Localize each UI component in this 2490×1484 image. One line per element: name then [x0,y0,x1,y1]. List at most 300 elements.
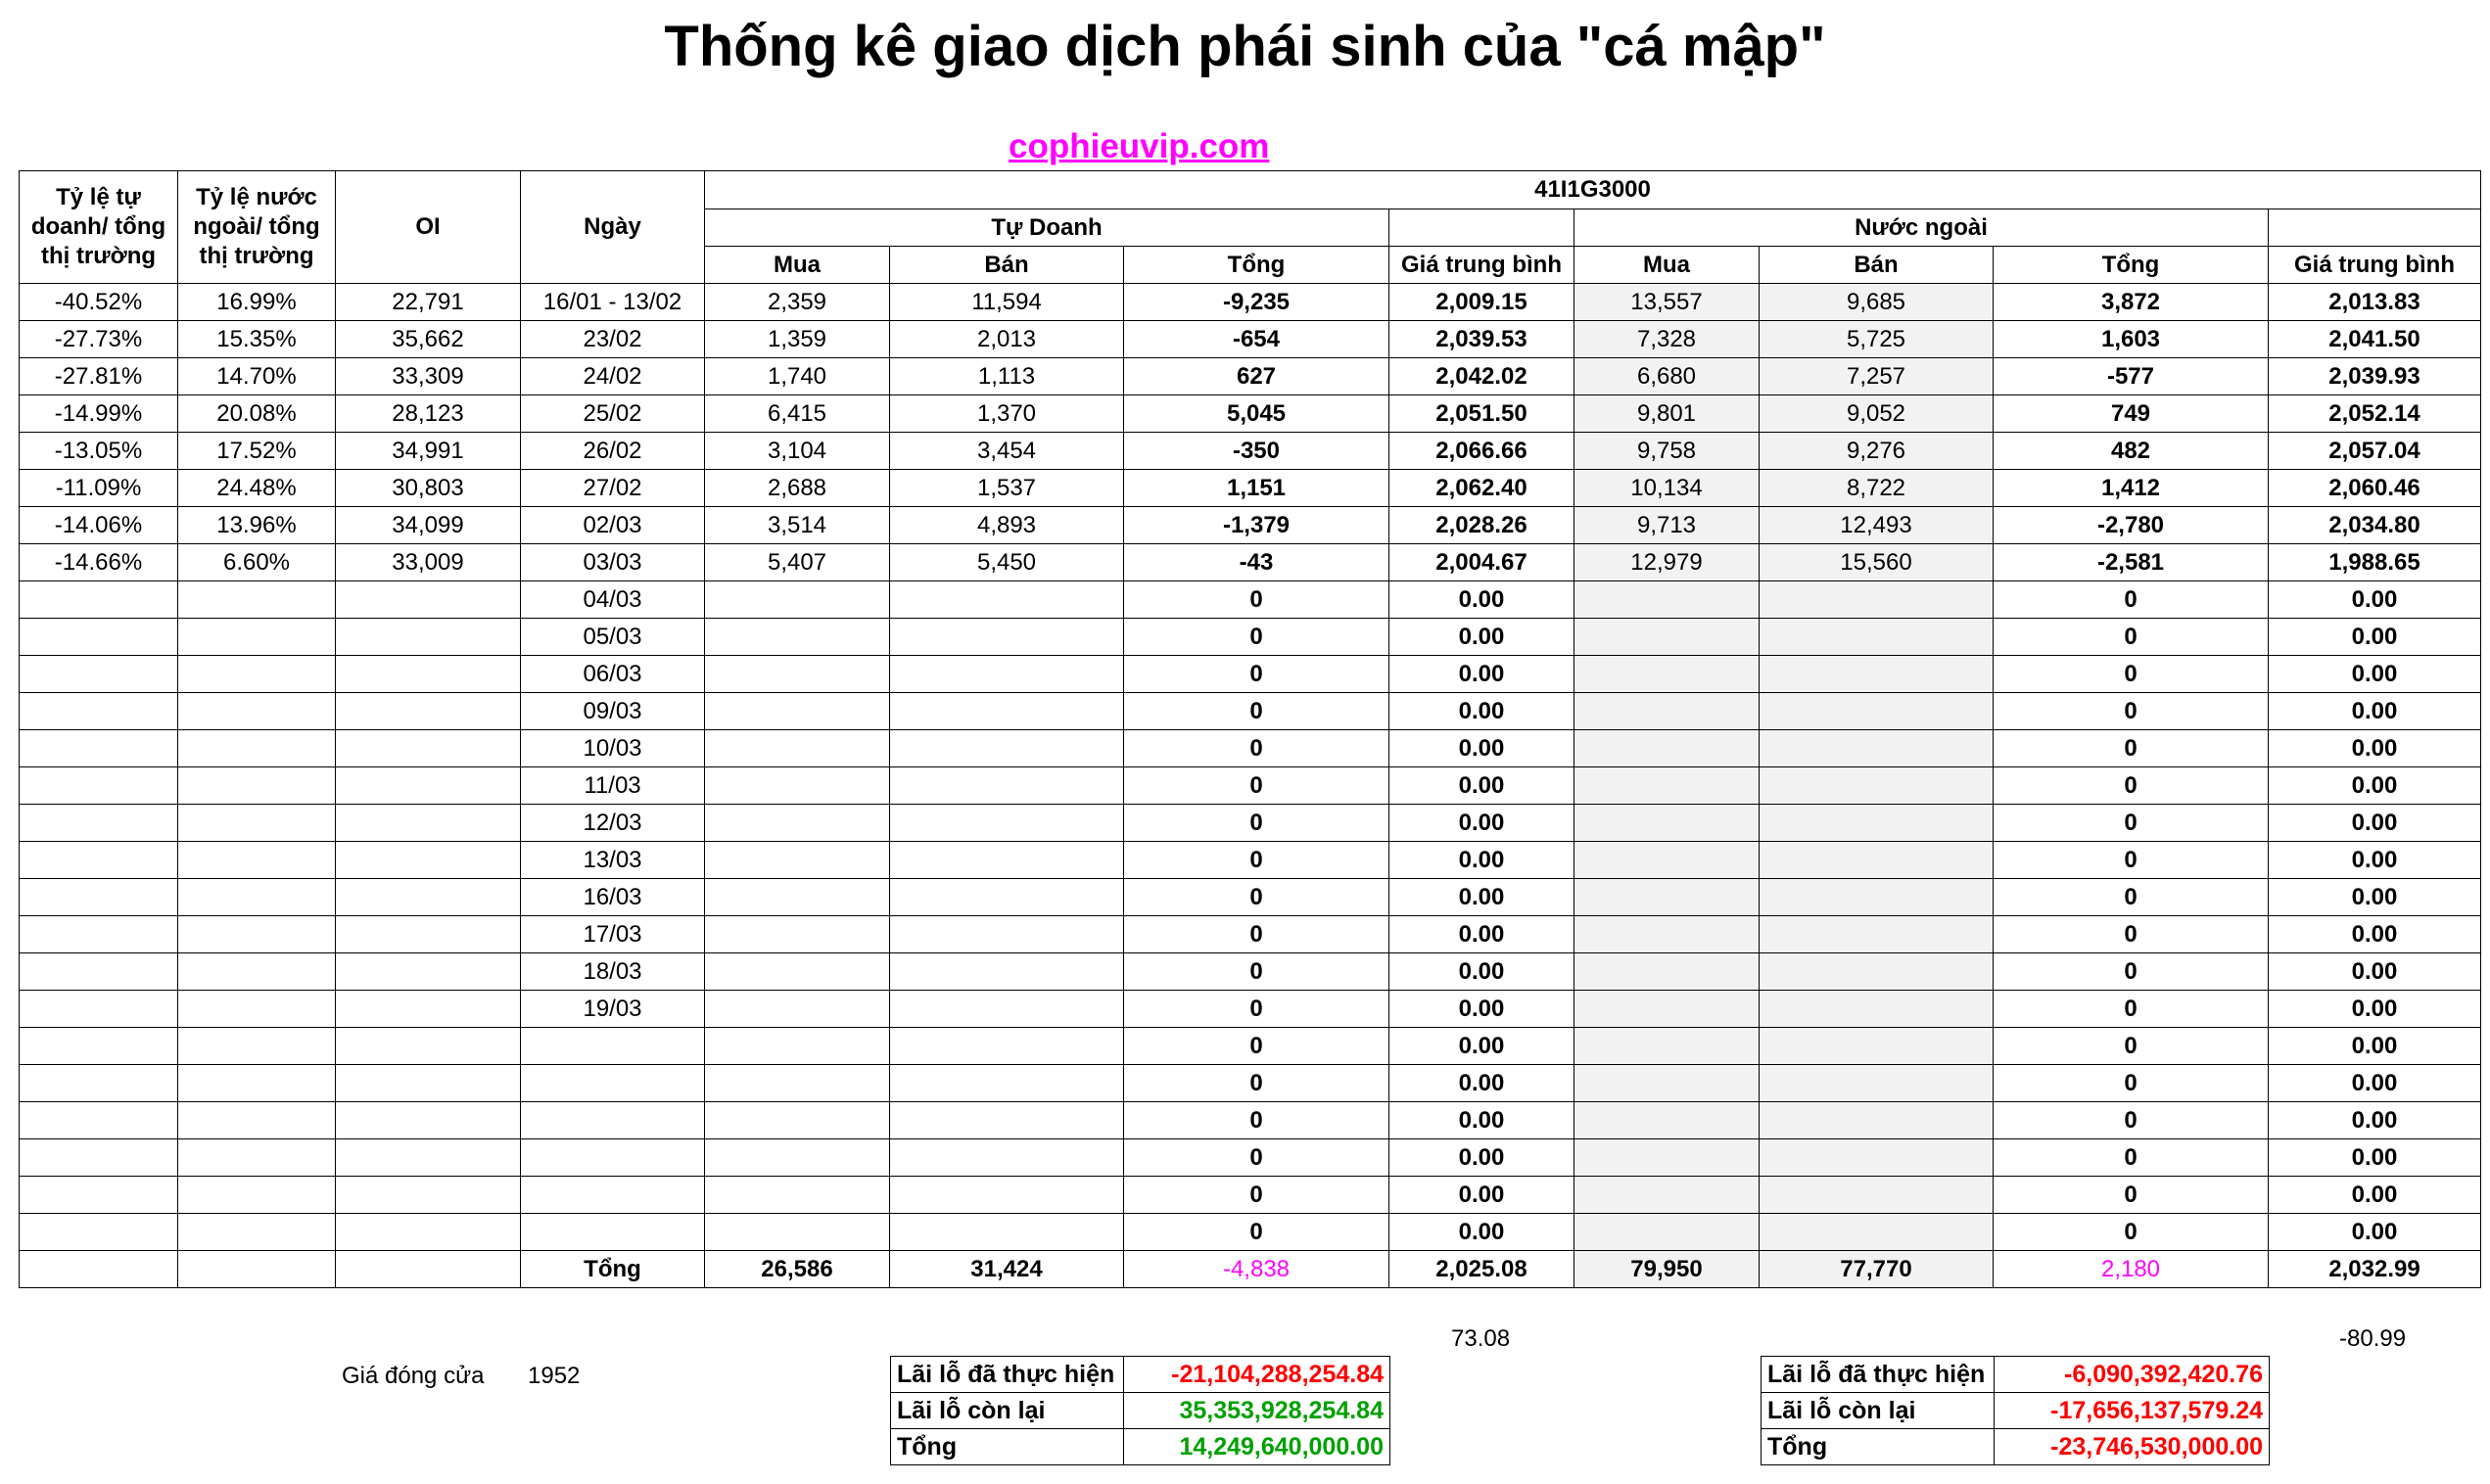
cell-oi [336,1102,521,1139]
cell-td-tong: 0 [1124,1139,1389,1177]
cell-tl-td [20,1139,178,1177]
total-td-ban: 31,424 [890,1251,1124,1288]
cell-nn-tong: 0 [1994,1177,2269,1214]
cell-ngay [521,1102,705,1139]
cell-nn-mua [1574,1139,1760,1177]
cell-td-mua: 1,359 [705,321,890,358]
cell-td-ban [890,1028,1124,1065]
page-title: Thống kê giao dịch phái sinh của "cá mập" [664,15,1826,78]
cell-td-mua [705,656,890,693]
cell-nn-mua: 7,328 [1574,321,1760,358]
header-tu-doanh: Tự Doanh [705,209,1389,247]
header-nn-tong: Tổng [1994,247,2269,284]
table-row [20,879,2481,916]
cell-td-ban: 4,893 [890,507,1124,544]
cell-tl-td: -13.05% [20,433,178,470]
cell-nn-tong: 0 [1994,1139,2269,1177]
pl-row [891,1393,1390,1429]
cell-td-ban: 5,450 [890,544,1124,581]
cell-tl-td: -11.09% [20,470,178,507]
cell-td-gia: 0.00 [1389,1028,1574,1065]
pl-value: -17,656,137,579.24 [1995,1393,2270,1429]
cell-oi: 34,099 [336,507,521,544]
cell-td-tong: 0 [1124,1214,1389,1251]
cell-tl-nn: 20.08% [178,395,336,433]
total-nn-mua: 79,950 [1574,1251,1760,1288]
cell-oi [336,730,521,767]
cell-td-tong: 0 [1124,730,1389,767]
cell-tl-nn [178,805,336,842]
table-row [20,433,2481,470]
cell-td-ban [890,991,1124,1028]
cell-tl-nn [178,916,336,953]
cell-nn-mua: 9,758 [1574,433,1760,470]
cell-nn-ban: 8,722 [1760,470,1994,507]
cell-nn-ban [1760,656,1994,693]
cell-td-tong: 627 [1124,358,1389,395]
cell-td-gia: 2,039.53 [1389,321,1574,358]
cell-td-mua [705,991,890,1028]
cell-nn-gia: 0.00 [2269,730,2481,767]
cell-nn-mua [1574,693,1760,730]
cell-td-gia: 2,042.02 [1389,358,1574,395]
header-oi: OI [336,171,521,284]
cell-nn-ban [1760,767,1994,805]
cell-nn-tong: 0 [1994,619,2269,656]
cell-td-ban [890,1102,1124,1139]
table-row [20,395,2481,433]
cell-td-ban [890,1214,1124,1251]
cell-td-gia: 0.00 [1389,953,1574,991]
cell-nn-ban [1760,693,1994,730]
cell-nn-gia: 2,041.50 [2269,321,2481,358]
cell-tl-nn: 16.99% [178,284,336,321]
table-row [20,470,2481,507]
cell-ngay: 24/02 [521,358,705,395]
pl-label: Tổng [891,1429,1124,1465]
cell-td-mua [705,1065,890,1102]
cell-tl-nn [178,693,336,730]
cell-nn-tong: 749 [1994,395,2269,433]
closing-label: Giá đóng cửa [342,1363,485,1389]
cell-td-gia: 0.00 [1389,879,1574,916]
cell-td-gia: 0.00 [1389,1102,1574,1139]
cell-tl-nn: 17.52% [178,433,336,470]
cell-ngay [521,1028,705,1065]
cell-td-tong: 0 [1124,1102,1389,1139]
cell-nn-tong: 3,872 [1994,284,2269,321]
cell-ngay [521,1177,705,1214]
table-row [20,953,2481,991]
cell-ngay: 19/03 [521,991,705,1028]
header-td-mua: Mua [705,247,890,284]
cell-nn-tong: 0 [1994,656,2269,693]
cell-td-ban: 1,537 [890,470,1124,507]
cell-td-mua: 2,359 [705,284,890,321]
header-ngay: Ngày [521,171,705,284]
cell-ngay: 18/03 [521,953,705,991]
table-row [20,507,2481,544]
cell-tl-nn [178,1177,336,1214]
cell-td-gia: 0.00 [1389,805,1574,842]
cell-tl-td: -27.81% [20,358,178,395]
cell-nn-tong: 0 [1994,1214,2269,1251]
cell-nn-ban: 9,685 [1760,284,1994,321]
cell-td-ban [890,805,1124,842]
cell-oi [336,842,521,879]
cell-nn-mua [1574,916,1760,953]
total-label: Tổng [521,1251,705,1288]
cell-td-mua [705,730,890,767]
cell-nn-gia: 2,013.83 [2269,284,2481,321]
cell-td-tong: -43 [1124,544,1389,581]
cell-td-ban [890,656,1124,693]
cell-nn-ban [1760,1214,1994,1251]
cell-nn-ban [1760,842,1994,879]
cell-tl-td [20,1102,178,1139]
cell-td-ban: 3,454 [890,433,1124,470]
cell-td-tong: 0 [1124,953,1389,991]
table-row [20,730,2481,767]
cell-nn-tong: 0 [1994,991,2269,1028]
cell-oi: 33,009 [336,544,521,581]
cell-tl-td: -14.99% [20,395,178,433]
cell-td-ban [890,767,1124,805]
cell-td-tong: 0 [1124,991,1389,1028]
cell-nn-tong: 0 [1994,879,2269,916]
cell-td-gia: 2,062.40 [1389,470,1574,507]
table-row [20,544,2481,581]
pl-value: 35,353,928,254.84 [1124,1393,1390,1429]
cell-tl-td [20,916,178,953]
cell-nn-tong: 1,412 [1994,470,2269,507]
cell-tl-td: -14.66% [20,544,178,581]
derivatives-table [19,170,2481,1288]
header-td-gia: Giá trung bình [1389,247,1574,284]
cell-nn-gia: 0.00 [2269,953,2481,991]
total-nn-ban: 77,770 [1760,1251,1994,1288]
table-row [20,991,2481,1028]
cell-nn-tong: -577 [1994,358,2269,395]
cell-nn-tong: 482 [1994,433,2269,470]
cell-ngay: 04/03 [521,581,705,619]
cell-tl-nn: 24.48% [178,470,336,507]
pl-table-tu-doanh [890,1356,1390,1465]
table-row [20,581,2481,619]
total-td-tong: -4,838 [1124,1251,1389,1288]
cell-td-tong: -9,235 [1124,284,1389,321]
cell-tl-td: -27.73% [20,321,178,358]
cell-tl-nn: 14.70% [178,358,336,395]
cell-td-gia: 0.00 [1389,656,1574,693]
cell-ngay: 26/02 [521,433,705,470]
cell-tl-nn [178,1214,336,1251]
cell-nn-ban [1760,805,1994,842]
cell-nn-gia: 0.00 [2269,805,2481,842]
cell-nn-ban: 5,725 [1760,321,1994,358]
cell-ngay [521,1214,705,1251]
cell-nn-mua [1574,1214,1760,1251]
table-row [20,1139,2481,1177]
cell-nn-gia: 0.00 [2269,842,2481,879]
cell-td-tong: 0 [1124,1028,1389,1065]
pl-row [1762,1429,2270,1465]
pl-value: -23,746,530,000.00 [1995,1429,2270,1465]
table-row [20,321,2481,358]
header-td-tong: Tổng [1124,247,1389,284]
cell-td-tong: 0 [1124,842,1389,879]
cell-tl-td: -40.52% [20,284,178,321]
cell-tl-nn [178,1139,336,1177]
cell-tl-nn [178,842,336,879]
cell-td-ban [890,1139,1124,1177]
cell-nn-gia: 0.00 [2269,1102,2481,1139]
cell-nn-gia: 0.00 [2269,1177,2481,1214]
cell-td-mua [705,1214,890,1251]
cell-nn-tong: -2,581 [1994,544,2269,581]
cell-nn-gia: 0.00 [2269,1139,2481,1177]
cell-oi [336,1028,521,1065]
cell-nn-tong: 0 [1994,693,2269,730]
cell-tl-td [20,1177,178,1214]
cell-td-tong: 0 [1124,805,1389,842]
cell-tl-td [20,991,178,1028]
cell-td-gia: 0.00 [1389,767,1574,805]
cell-td-ban [890,1177,1124,1214]
cell-nn-tong: 1,603 [1994,321,2269,358]
closing-value: 1952 [528,1363,581,1389]
table-row [20,916,2481,953]
cell-td-ban: 11,594 [890,284,1124,321]
cell-ngay: 03/03 [521,544,705,581]
cell-nn-ban [1760,730,1994,767]
cell-nn-mua [1574,1028,1760,1065]
cell-tl-td [20,693,178,730]
cell-ngay: 05/03 [521,619,705,656]
cell-oi: 34,991 [336,433,521,470]
cell-nn-gia: 2,034.80 [2269,507,2481,544]
cell-nn-mua [1574,991,1760,1028]
cell-nn-mua [1574,842,1760,879]
cell-nn-tong: 0 [1994,1028,2269,1065]
cell-tl-td [20,1214,178,1251]
total-nn-gia: 2,032.99 [2269,1251,2481,1288]
cell-ngay: 06/03 [521,656,705,693]
cell-nn-tong: -2,780 [1994,507,2269,544]
cell-td-ban [890,693,1124,730]
cell-td-gia: 0.00 [1389,1065,1574,1102]
cell-oi [336,693,521,730]
cell-td-tong: 0 [1124,916,1389,953]
cell-nn-gia: 0.00 [2269,767,2481,805]
cell-oi [336,1139,521,1177]
cell-td-mua: 2,688 [705,470,890,507]
cell-td-ban [890,730,1124,767]
cell-nn-gia: 0.00 [2269,656,2481,693]
cell-nn-ban: 7,257 [1760,358,1994,395]
cell-td-tong: 0 [1124,656,1389,693]
pl-row [891,1429,1390,1465]
cell-td-mua [705,953,890,991]
cell-td-gia: 0.00 [1389,1214,1574,1251]
cell-td-gia: 2,004.67 [1389,544,1574,581]
cell-ngay: 13/03 [521,842,705,879]
cell-td-gia: 0.00 [1389,991,1574,1028]
cell-nn-gia: 0.00 [2269,1065,2481,1102]
header-nn-mua: Mua [1574,247,1760,284]
pl-label: Lãi lỗ còn lại [1762,1393,1995,1429]
cell-ngay: 09/03 [521,693,705,730]
cell-td-tong: 0 [1124,581,1389,619]
cell-oi [336,991,521,1028]
cell-ngay: 10/03 [521,730,705,767]
pl-value: 14,249,640,000.00 [1124,1429,1390,1465]
cell-nn-tong: 0 [1994,842,2269,879]
cell-td-tong: 0 [1124,879,1389,916]
cell-td-gia: 0.00 [1389,1139,1574,1177]
table-row [20,767,2481,805]
cell-nn-gia: 0.00 [2269,1214,2481,1251]
pl-value: -21,104,288,254.84 [1124,1357,1390,1393]
pl-row [1762,1357,2270,1393]
cell-ngay: 16/03 [521,879,705,916]
cell-tl-nn [178,767,336,805]
header-nn-gia: Giá trung bình [2269,247,2481,284]
cell-oi [336,619,521,656]
cell-td-mua [705,805,890,842]
table-row [20,1065,2481,1102]
cell-nn-ban [1760,916,1994,953]
cell-td-gia: 0.00 [1389,619,1574,656]
table-row [20,656,2481,693]
table-row [20,693,2481,730]
cell-nn-ban [1760,1065,1994,1102]
cell-nn-mua [1574,1177,1760,1214]
cell-nn-tong: 0 [1994,730,2269,767]
cell-tl-nn [178,1102,336,1139]
cell-nn-mua [1574,619,1760,656]
header-contract: 41I1G3000 [705,171,2481,209]
cell-nn-mua [1574,1102,1760,1139]
table-body [20,284,2481,1251]
cell-tl-td [20,730,178,767]
cell-nn-ban [1760,879,1994,916]
cell-nn-mua [1574,767,1760,805]
cell-tl-nn: 15.35% [178,321,336,358]
cell-ngay: 27/02 [521,470,705,507]
cell-tl-td [20,1065,178,1102]
cell-tl-td: -14.06% [20,507,178,544]
cell-tl-nn [178,730,336,767]
cell-nn-tong: 0 [1994,767,2269,805]
cell-tl-nn [178,1065,336,1102]
cell-ngay: 25/02 [521,395,705,433]
cell-nn-mua [1574,879,1760,916]
cell-nn-mua [1574,805,1760,842]
total-td-gia: 2,025.08 [1389,1251,1574,1288]
cell-ngay: 11/03 [521,767,705,805]
cell-ngay: 23/02 [521,321,705,358]
total-cell-empty [336,1251,521,1288]
table-row [20,1028,2481,1065]
cell-ngay: 17/03 [521,916,705,953]
cell-tl-td [20,842,178,879]
cell-td-gia: 0.00 [1389,916,1574,953]
site-link[interactable]: cophieuvip.com [1009,127,1270,165]
header-blank-nn [2269,209,2481,247]
cell-tl-nn [178,581,336,619]
cell-td-ban [890,1065,1124,1102]
cell-td-gia: 2,051.50 [1389,395,1574,433]
cell-td-mua [705,767,890,805]
cell-oi [336,1214,521,1251]
cell-nn-ban: 9,052 [1760,395,1994,433]
pl-label: Tổng [1762,1429,1995,1465]
table-row [20,358,2481,395]
cell-nn-mua: 6,680 [1574,358,1760,395]
total-td-mua: 26,586 [705,1251,890,1288]
cell-td-tong: 0 [1124,619,1389,656]
cell-tl-td [20,953,178,991]
cell-nn-gia: 0.00 [2269,693,2481,730]
cell-nn-ban [1760,1177,1994,1214]
cell-td-mua: 3,514 [705,507,890,544]
cell-tl-td [20,879,178,916]
pl-label: Lãi lỗ đã thực hiện [1762,1357,1995,1393]
cell-tl-td [20,1028,178,1065]
cell-td-mua: 3,104 [705,433,890,470]
cell-nn-tong: 0 [1994,581,2269,619]
cell-oi [336,879,521,916]
table-row [20,842,2481,879]
cell-oi [336,953,521,991]
cell-td-gia: 2,066.66 [1389,433,1574,470]
cell-td-tong: 0 [1124,1177,1389,1214]
header-nn-ban: Bán [1760,247,1994,284]
cell-td-tong: -654 [1124,321,1389,358]
cell-td-ban: 2,013 [890,321,1124,358]
cell-td-tong: 0 [1124,1065,1389,1102]
cell-oi: 30,803 [336,470,521,507]
table-row [20,1102,2481,1139]
cell-nn-ban [1760,1139,1994,1177]
cell-nn-ban [1760,991,1994,1028]
pl-table-nuoc-ngoai [1761,1356,2270,1465]
total-cell-empty [178,1251,336,1288]
cell-td-mua [705,1028,890,1065]
cell-td-ban [890,916,1124,953]
cell-nn-ban [1760,1102,1994,1139]
cell-td-mua [705,693,890,730]
cell-oi [336,656,521,693]
cell-td-tong: 0 [1124,693,1389,730]
cell-nn-ban: 15,560 [1760,544,1994,581]
cell-td-ban [890,619,1124,656]
pl-label: Lãi lỗ còn lại [891,1393,1124,1429]
cell-nn-ban [1760,619,1994,656]
cell-oi: 28,123 [336,395,521,433]
cell-td-ban: 1,370 [890,395,1124,433]
cell-tl-nn [178,991,336,1028]
cell-td-gia: 2,009.15 [1389,284,1574,321]
cell-nn-tong: 0 [1994,953,2269,991]
cell-nn-ban [1760,1028,1994,1065]
cell-td-tong: 0 [1124,767,1389,805]
cell-tl-nn [178,619,336,656]
header-td-ban: Bán [890,247,1124,284]
cell-ngay [521,1065,705,1102]
pl-value: -6,090,392,420.76 [1995,1357,2270,1393]
